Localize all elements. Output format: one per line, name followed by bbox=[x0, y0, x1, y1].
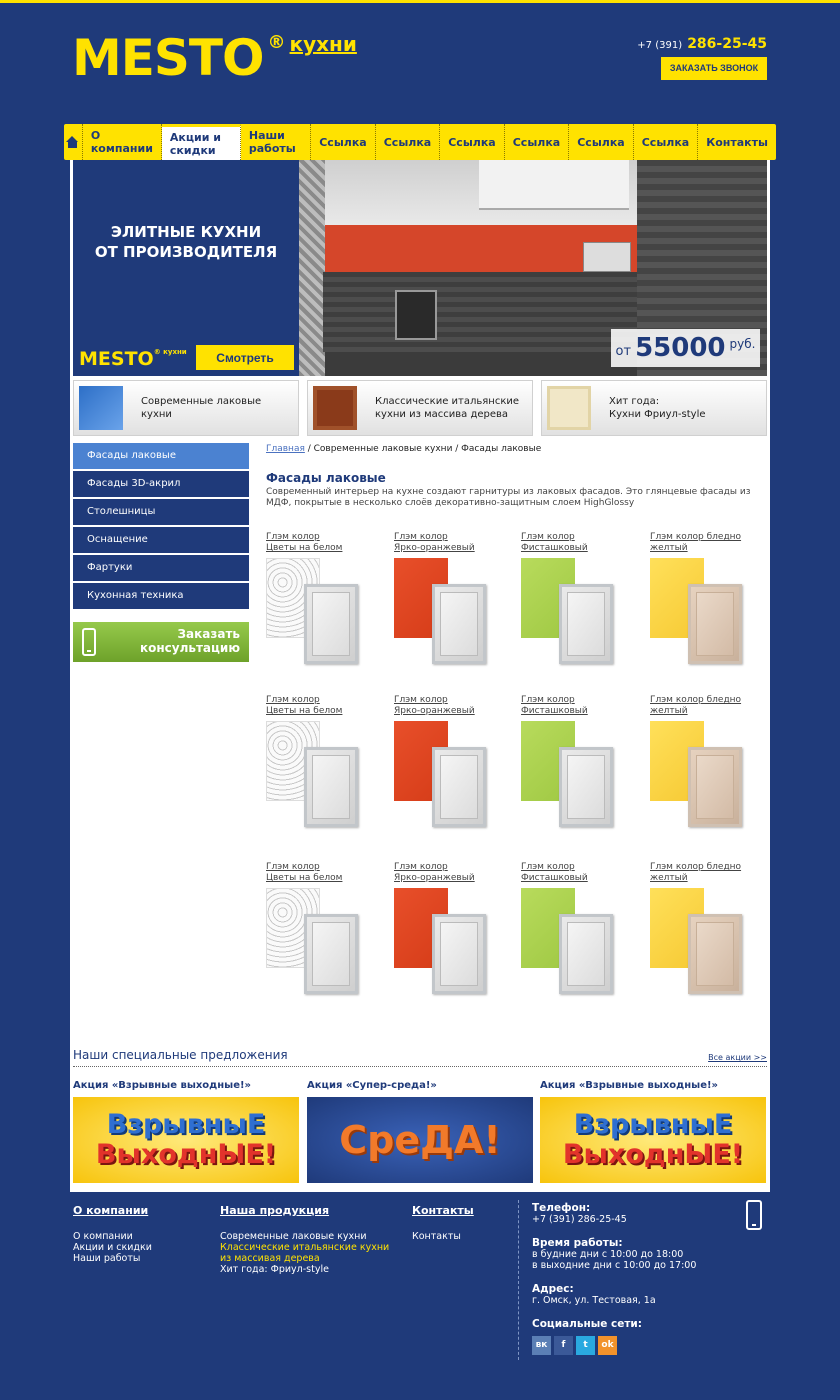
swatch-label-line: Глэм колор bbox=[266, 862, 320, 872]
page-content bbox=[70, 160, 770, 1192]
footer-link-active[interactable]: Классические итальянские кухни bbox=[220, 1242, 390, 1253]
nav-item-contacts[interactable]: Контакты bbox=[706, 135, 768, 149]
swatch-label-line: желтый bbox=[650, 706, 688, 716]
banner-title-line: ЭЛИТНЫЕ КУХНИ bbox=[110, 223, 262, 241]
twitter-icon[interactable]: t bbox=[576, 1336, 595, 1355]
footer-social-label: Социальные сети: bbox=[532, 1318, 642, 1330]
swatch-label-line: Цветы на белом bbox=[266, 873, 343, 883]
nav-item-about[interactable]: О компании bbox=[83, 124, 162, 160]
facade-swatch[interactable] bbox=[266, 862, 376, 1002]
offer-image[interactable] bbox=[307, 1097, 533, 1183]
consultation-label-line: Заказать bbox=[177, 627, 240, 641]
nav-item-sales[interactable]: Акции и скидки bbox=[162, 124, 241, 160]
swatch-frame-sample bbox=[688, 914, 742, 994]
footer-hours bbox=[532, 1249, 752, 1271]
phone-code: +7 (391) bbox=[637, 40, 683, 51]
swatch-label[interactable] bbox=[266, 862, 376, 886]
price-value: 55000 bbox=[635, 333, 726, 363]
facade-swatch[interactable] bbox=[521, 862, 631, 1002]
offer-art-text: СреДА! bbox=[339, 1118, 501, 1162]
banner-logo-sub: ® кухни bbox=[153, 348, 187, 356]
offer-art-line: ВзрывныЕ bbox=[573, 1109, 733, 1140]
offer-card[interactable] bbox=[307, 1080, 533, 1183]
swatch-label-line: Ярко-оранжевый bbox=[394, 873, 475, 883]
category-classic-italian[interactable] bbox=[307, 380, 533, 436]
swatch-frame-sample bbox=[304, 747, 358, 827]
swatch-frame-sample bbox=[559, 747, 613, 827]
swatch-frame-sample bbox=[432, 914, 486, 994]
swatch-label-line: Глэм колор bbox=[266, 695, 320, 705]
swatch-frame-sample bbox=[432, 584, 486, 664]
category-lacquer[interactable] bbox=[73, 380, 299, 436]
nav-item-link[interactable]: Ссылка bbox=[634, 124, 699, 160]
banner-kitchen-photo bbox=[299, 160, 767, 376]
category-strip bbox=[73, 380, 767, 436]
nav-item-link[interactable]: Ссылка bbox=[311, 124, 376, 160]
swatch-frame-sample bbox=[432, 747, 486, 827]
kitchen-photo-oven bbox=[395, 290, 437, 340]
offer-art-text bbox=[563, 1110, 743, 1170]
vk-icon[interactable]: вк bbox=[532, 1336, 551, 1355]
footer-heading[interactable]: О компании bbox=[73, 1204, 149, 1217]
swatch-label-line: Фисташковый bbox=[521, 543, 588, 553]
offer-title[interactable]: Акция «Взрывные выходные!» bbox=[540, 1080, 719, 1091]
swatch-frame-sample bbox=[304, 914, 358, 994]
offer-art-line: ВзрывныЕ bbox=[106, 1109, 266, 1140]
offers-divider bbox=[73, 1066, 767, 1067]
offer-card[interactable] bbox=[73, 1080, 299, 1183]
footer-address-label: Адрес: bbox=[532, 1283, 574, 1295]
nav-item-works[interactable]: Наши работы bbox=[241, 124, 311, 160]
offers-section-title: Наши специальные предложения bbox=[73, 1048, 288, 1062]
swatch-label-line: Ярко-оранжевый bbox=[394, 706, 475, 716]
swatch-label-line: Глэм колор бледно bbox=[650, 532, 742, 542]
logo-subtitle[interactable]: кухни bbox=[289, 32, 357, 56]
footer-hours-label: Время работы: bbox=[532, 1237, 623, 1249]
swatch-label[interactable] bbox=[394, 862, 504, 886]
offer-art-text bbox=[96, 1110, 276, 1170]
category-label-line: Современные лаковые bbox=[141, 396, 262, 407]
sidebar-item-equipment[interactable]: Оснащение bbox=[73, 527, 249, 555]
offer-image[interactable] bbox=[540, 1097, 766, 1183]
sidebar-menu bbox=[73, 443, 249, 611]
banner-text-panel bbox=[73, 160, 299, 376]
footer-col-products bbox=[220, 1200, 389, 1275]
category-label-line: кухни из массива дерева bbox=[375, 409, 509, 420]
swatch-label-line: Глэм колор бледно bbox=[650, 695, 742, 705]
top-accent-bar bbox=[0, 0, 840, 3]
footer-phone-label: Телефон: bbox=[532, 1202, 591, 1214]
swatch-label[interactable] bbox=[650, 862, 760, 886]
price-currency: руб. bbox=[729, 337, 756, 351]
offer-title[interactable]: Акция «Взрывные выходные!» bbox=[73, 1080, 252, 1091]
swatch-frame-sample bbox=[688, 584, 742, 664]
footer-link[interactable]: Наши работы bbox=[73, 1253, 141, 1264]
footer-link[interactable]: О компании bbox=[73, 1231, 133, 1242]
kitchen-photo-microwave bbox=[583, 242, 631, 272]
category-label-line: Классические итальянские bbox=[375, 396, 520, 407]
page-title: Фасады лаковые bbox=[266, 471, 386, 485]
footer-link[interactable]: Хит года: Фриул-style bbox=[220, 1264, 329, 1275]
banner-price bbox=[611, 329, 760, 367]
all-offers-link[interactable]: Все акции >> bbox=[708, 1053, 767, 1062]
category-thumbnail bbox=[79, 386, 123, 430]
facade-swatch[interactable] bbox=[394, 532, 504, 672]
swatch-label-line: Фисташковый bbox=[521, 706, 588, 716]
swatch-label-line: Цветы на белом bbox=[266, 543, 343, 553]
page-description: Современный интерьер на кухне создают гарнитуры из лаковых фасадов. Это глянцевые фасады из МДФ, покрытые в несколько слоёв декоративно-защитным слоем HighGlossy bbox=[266, 487, 751, 508]
footer-link-active[interactable]: из массивая дерева bbox=[220, 1253, 320, 1264]
breadcrumb-trail: / Современные лаковые кухни / Фасады лаковые bbox=[304, 444, 542, 454]
swatch-label[interactable] bbox=[521, 695, 631, 719]
nav-item-link[interactable]: Ссылка bbox=[376, 124, 441, 160]
swatch-label-line: Глэм колор bbox=[394, 862, 448, 872]
swatch-label-line: желтый bbox=[650, 543, 688, 553]
consultation-label-line: консультацию bbox=[139, 641, 240, 655]
swatch-label[interactable] bbox=[266, 532, 376, 556]
footer-phone-value: +7 (391) 286-25-45 bbox=[532, 1214, 627, 1225]
offer-art-line: ВыходнЫЕ! bbox=[95, 1139, 277, 1170]
sidebar-item-3d-acrylic[interactable]: Фасады 3D-акрил bbox=[73, 471, 249, 499]
footer-heading[interactable]: Контакты bbox=[412, 1204, 474, 1217]
sidebar-item-countertops[interactable]: Столешницы bbox=[73, 499, 249, 527]
home-icon bbox=[66, 136, 79, 148]
swatch-label-line: Глэм колор bbox=[521, 862, 575, 872]
swatch-frame-sample bbox=[559, 914, 613, 994]
offer-card[interactable] bbox=[540, 1080, 766, 1183]
swatch-label[interactable] bbox=[521, 862, 631, 886]
nav-item-link[interactable]: Ссылка bbox=[440, 124, 505, 160]
nav-item-link[interactable]: Ссылка bbox=[569, 124, 634, 160]
facade-swatch[interactable] bbox=[650, 695, 760, 835]
mobile-phone-icon bbox=[746, 1200, 762, 1230]
footer-hours-weekdays: в будние дни с 10:00 до 18:00 bbox=[532, 1249, 684, 1260]
breadcrumb-home-link[interactable]: Главная bbox=[266, 444, 305, 454]
category-thumbnail bbox=[313, 386, 357, 430]
swatch-frame-sample bbox=[559, 584, 613, 664]
facade-swatch[interactable] bbox=[394, 695, 504, 835]
callback-button[interactable]: ЗАКАЗАТЬ ЗВОНОК bbox=[661, 57, 767, 80]
footer-hours-weekends: в выходние дни с 10:00 до 17:00 bbox=[532, 1260, 697, 1271]
swatch-label[interactable] bbox=[266, 695, 376, 719]
swatch-label[interactable] bbox=[394, 532, 504, 556]
facebook-icon[interactable]: f bbox=[554, 1336, 573, 1355]
swatch-label-line: Цветы на белом bbox=[266, 706, 343, 716]
swatch-frame-sample bbox=[688, 747, 742, 827]
nav-home[interactable] bbox=[64, 124, 83, 160]
swatch-label-line: Глэм колор bbox=[394, 532, 448, 542]
swatch-label-line: Глэм колор bbox=[521, 532, 575, 542]
facade-swatch[interactable] bbox=[650, 862, 760, 1002]
offer-image[interactable] bbox=[73, 1097, 299, 1183]
offer-art-line: ВыходнЫЕ! bbox=[562, 1139, 744, 1170]
category-label bbox=[375, 395, 519, 421]
category-label-line: Хит года: bbox=[609, 396, 660, 407]
category-friul-style[interactable] bbox=[541, 380, 767, 436]
swatch-label-line: Ярко-оранжевый bbox=[394, 543, 475, 553]
swatch-label-line: Глэм колор bbox=[266, 532, 320, 542]
mobile-phone-icon bbox=[82, 628, 96, 656]
banner-logo bbox=[79, 348, 187, 370]
main-nav bbox=[64, 124, 776, 160]
banner-title bbox=[73, 222, 299, 262]
category-label-line: Кухни Фриул-style bbox=[609, 409, 706, 420]
swatch-label[interactable] bbox=[650, 532, 760, 556]
footer-address-value: г. Омск, ул. Тестовая, 1а bbox=[532, 1295, 656, 1306]
facade-swatch[interactable] bbox=[266, 695, 376, 835]
footer-link[interactable]: Современные лаковые кухни bbox=[220, 1231, 367, 1242]
category-label bbox=[141, 395, 261, 421]
swatch-label-line: Глэм колор bbox=[394, 695, 448, 705]
logo-registered-mark: ® bbox=[267, 32, 286, 53]
facade-swatch[interactable] bbox=[650, 532, 760, 672]
footer-link[interactable]: Акции и скидки bbox=[73, 1242, 152, 1253]
sidebar-item-backsplashes[interactable]: Фартуки bbox=[73, 555, 249, 583]
swatch-label[interactable] bbox=[650, 695, 760, 719]
nav-item-link[interactable]: Ссылка bbox=[505, 124, 570, 160]
footer-col-contacts bbox=[412, 1200, 474, 1242]
kitchen-photo-lower-cabinet bbox=[323, 272, 643, 352]
category-label-line: кухни bbox=[141, 409, 172, 420]
swatch-label[interactable] bbox=[521, 532, 631, 556]
phone-number: 286-25-45 bbox=[687, 36, 767, 52]
category-label bbox=[609, 395, 706, 421]
facade-swatch[interactable] bbox=[521, 695, 631, 835]
swatch-label-line: Глэм колор bbox=[521, 695, 575, 705]
offer-title[interactable]: Акция «Супер-среда!» bbox=[307, 1080, 437, 1091]
swatch-label-line: Глэм колор бледно bbox=[650, 862, 742, 872]
header-phone bbox=[637, 33, 767, 52]
footer-contact-info bbox=[532, 1202, 752, 1355]
site-logo[interactable] bbox=[72, 30, 357, 86]
banner-title-line: ОТ ПРОИЗВОДИТЕЛЯ bbox=[94, 243, 278, 261]
swatch-label-line: Фисташковый bbox=[521, 873, 588, 883]
price-from: от bbox=[615, 343, 632, 359]
swatch-label[interactable] bbox=[394, 695, 504, 719]
facade-swatch[interactable] bbox=[521, 532, 631, 672]
footer-heading[interactable]: Наша продукция bbox=[220, 1204, 330, 1217]
social-links bbox=[532, 1336, 752, 1355]
banner-view-button[interactable]: Смотреть bbox=[196, 345, 294, 370]
odnoklassniki-icon[interactable]: ok bbox=[598, 1336, 617, 1355]
facade-swatch[interactable] bbox=[394, 862, 504, 1002]
category-thumbnail bbox=[547, 386, 591, 430]
swatch-frame-sample bbox=[304, 584, 358, 664]
footer-divider bbox=[518, 1200, 519, 1360]
footer-link[interactable]: Контакты bbox=[412, 1231, 461, 1242]
kitchen-photo-upper-cabinet bbox=[479, 160, 629, 210]
swatch-label-line: желтый bbox=[650, 873, 688, 883]
footer-col-about bbox=[73, 1200, 152, 1264]
sidebar-item-appliances[interactable]: Кухонная техника bbox=[73, 583, 249, 611]
sidebar-item-lacquer-facades[interactable]: Фасады лаковые bbox=[73, 443, 249, 471]
consultation-button[interactable] bbox=[73, 622, 249, 662]
promo-banner bbox=[73, 160, 767, 376]
logo-wordmark: MESTO bbox=[72, 29, 264, 87]
banner-logo-wordmark: MESTO bbox=[79, 348, 154, 370]
facade-swatch[interactable] bbox=[266, 532, 376, 672]
breadcrumb bbox=[266, 444, 541, 454]
kitchen-photo-wallpaper bbox=[299, 160, 325, 376]
